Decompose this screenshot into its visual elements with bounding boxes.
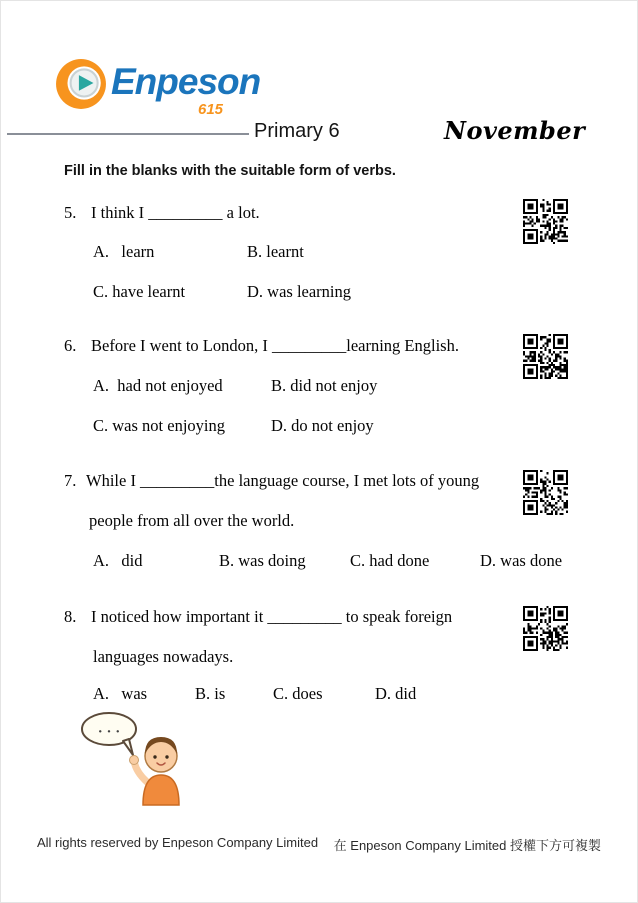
option-b: B. did not enjoy bbox=[271, 376, 378, 395]
question-number: 7. bbox=[64, 471, 77, 490]
speech-bubble-text: · · · bbox=[97, 724, 121, 740]
footer-license-note: 在 Enpeson Company Limited 授權下方可複製 bbox=[333, 838, 601, 853]
option-b: B. learnt bbox=[247, 242, 304, 261]
qr-code-icon bbox=[523, 606, 568, 651]
brand-name: Enpeson bbox=[111, 61, 261, 102]
question-text: Before I went to London, I _________learning English. bbox=[91, 336, 459, 355]
qr-code-icon bbox=[523, 334, 568, 379]
question-text-line2: languages nowadays. bbox=[93, 647, 234, 666]
question-text-line2: people from all over the world. bbox=[89, 511, 295, 530]
question-number: 8. bbox=[64, 607, 77, 626]
option-a: A. learn bbox=[93, 242, 155, 261]
option-d: D. was learning bbox=[247, 282, 352, 301]
question-text-line1: While I _________the language course, I met lots of young bbox=[86, 471, 480, 490]
option-a: A. was bbox=[93, 684, 148, 703]
option-d: D. did bbox=[375, 684, 417, 703]
qr-code-icon bbox=[523, 199, 568, 244]
qr-code-icon bbox=[523, 470, 568, 515]
option-c: C. have learnt bbox=[93, 282, 186, 301]
option-b: B. was doing bbox=[219, 551, 306, 570]
option-d: D. do not enjoy bbox=[271, 416, 374, 435]
brand-logo-icon bbox=[55, 58, 107, 110]
boy-illustration bbox=[79, 709, 204, 807]
question-number: 6. bbox=[64, 336, 77, 355]
brand-number: 615 bbox=[198, 101, 224, 118]
option-a: A. had not enjoyed bbox=[93, 376, 223, 395]
option-d: D. was done bbox=[480, 551, 563, 570]
header-divider bbox=[7, 133, 249, 135]
question-number: 5. bbox=[64, 203, 77, 222]
month-label: November bbox=[444, 116, 586, 145]
option-b: B. is bbox=[195, 684, 226, 703]
page-title: Primary 6 bbox=[254, 120, 340, 142]
instructions-text: Fill in the blanks with the suitable form of verbs. bbox=[64, 163, 396, 179]
option-c: C. had done bbox=[350, 551, 430, 570]
option-c: C. does bbox=[273, 684, 323, 703]
question-text-line1: I noticed how important it _________ to speak foreign bbox=[91, 607, 453, 626]
option-a: A. did bbox=[93, 551, 143, 570]
option-c: C. was not enjoying bbox=[93, 416, 225, 435]
footer-copyright: All rights reserved by Enpeson Company Limited bbox=[37, 835, 319, 850]
question-text: I think I _________ a lot. bbox=[91, 203, 260, 222]
